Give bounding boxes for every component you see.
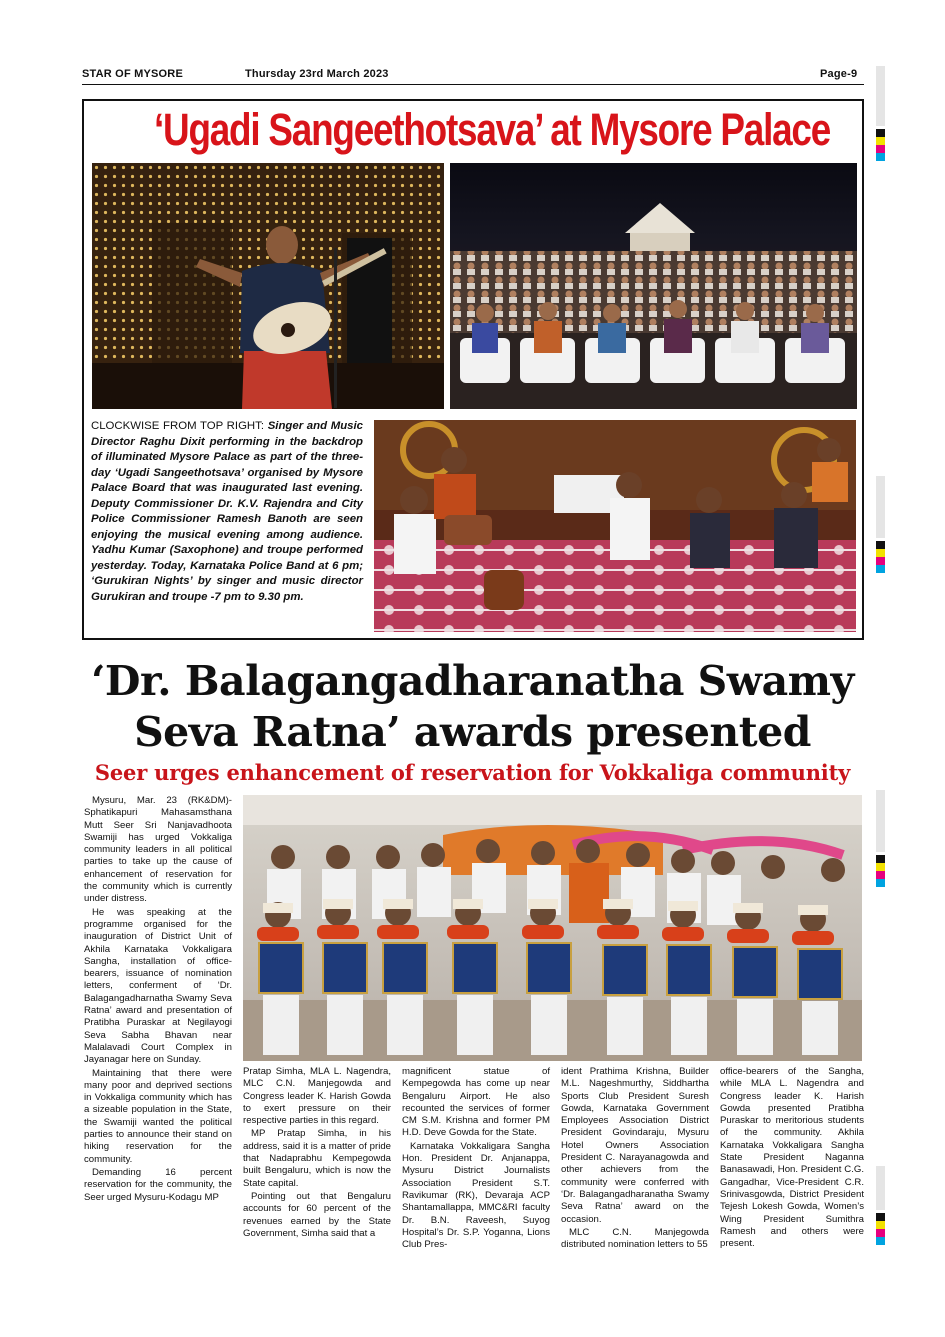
issue-date: Thursday 23rd March 2023: [245, 68, 389, 80]
article-column-3: [402, 1066, 550, 1251]
paragraph: Mysuru, Mar. 23 (RK&DM)- Sphatikapuri Mahasamsthana Mutt Seer Sri Nanjavadhoota Swamiji has urged Vokkaliga community leaders in all political parties to take up the cause of enhancement of reservation for the community which is currently under distress.: [84, 795, 232, 905]
article-headline: [60, 656, 885, 758]
paragraph: Demanding 16 percent reservation for the community, the Seer urged Mysuru-Kodagu MP: [84, 1166, 232, 1203]
paragraph: ident Prathima Krishna, Builder M.L. Nageshmurthy, Siddhartha Sports Club President Suresh Gowda, Karnataka Government Employees Association District President Govindaraju, Mysuru Hotel Owners Association President C. Narayanagowda and other achievers from the community were conferred with ‘Dr. Balagangadharanatha Swamy Seva Ratna’ award on the occasion.: [561, 1066, 709, 1225]
article-headline-line1: ‘Dr. Balagangadharanatha Swamy: [91, 657, 854, 705]
header-rule: [82, 84, 864, 85]
audience-photo: [450, 163, 857, 409]
feature-caption: [91, 419, 363, 605]
registration-marks-middle: [876, 476, 885, 573]
award-ceremony-photo: [243, 795, 862, 1061]
publication-name: STAR OF MYSORE: [82, 68, 183, 80]
paragraph: MP Pratap Simha, in his address, said it is a matter of pride that Nadaprabhu Kempegowda built Bengaluru, which is now the State capital.: [243, 1128, 391, 1189]
registration-marks-top: [876, 66, 885, 161]
article-column-4: [561, 1066, 709, 1251]
paragraph: Pratap Simha, MLA L. Nagendra, MLC C.N. Manjegowda and Congress leader K. Harish Gowda to exert pressure on their respective parties in this regard.: [243, 1066, 391, 1127]
registration-marks-lower: [876, 790, 885, 887]
page-number: Page-9: [820, 68, 858, 80]
paragraph: office-bearers of the Sangha, while MLA L. Nagendra and Congress leader K. Harish Gowda presented Pratibha Puraskar to meritorious students of the community. Akhila Karnataka Vokkaligara Sangha State President Naganna Banasawadi, Hon. President C.G. Gangadhar, Vice-President C.R. Srinivasgowda, District President Tejesh Lokesh Gowda, Women’s Wing President Sumithra Ramesh and others were present.: [720, 1066, 864, 1250]
paragraph: Pointing out that Bengaluru accounts for 60 percent of the revenues earned by the State Government, Simha said that a: [243, 1190, 391, 1239]
registration-marks-bottom: [876, 1166, 885, 1245]
paragraph: He was speaking at the programme organised for the inauguration of District Unit of Akhila Karnataka Vokkaligara Sangha, installation of office-bearers, issuance of nomination letters, conferment of ‘Dr. Balagangadharnatha Swamy Seva Ratna’ award and presentation of Pratibha Puraskar at Negilayogi Seva Sabha Bhavan near Malalavadi Court Complex in Jayanagar here on Sunday.: [84, 906, 232, 1066]
article-column-2: [243, 1066, 391, 1240]
article-headline-line2: Seva Ratna’ awards presented: [134, 708, 811, 756]
caption-body: Singer and Music Director Raghu Dixit performing in the backdrop of illuminated Mysore Palace as part of the three-day ‘Ugadi Sangeethotsava’ organised by Mysore Palace Board that was inaugurated last evening. Deputy Commissioner Dr. K.V. Rajendra and City Police Commissioner Ramesh Banoth are seen enjoying the musical evening among audience. Yadhu Kumar (Saxophone) and troupe performed yesterday. Today, Karnataka Police Band at 6 pm; ‘Gurukiran Nights’ by singer and music director Gurukiran and troupe -7 pm to 9.30 pm.: [91, 420, 363, 603]
article-column-5: [720, 1066, 864, 1250]
caption-lead: CLOCKWISE FROM TOP RIGHT:: [91, 420, 268, 432]
paragraph: Maintaining that there were many poor and deprived sections in Vokkaliga community which has a sizeable population in the State, the Swamiji wanted the political parties to announce their stand on hiking reservation for the community.: [84, 1067, 232, 1165]
paragraph: MLC C.N. Manjegowda distributed nomination letters to 55: [561, 1226, 709, 1251]
paragraph: magnificent statue of Kempegowda has come up near Bengaluru Airport. He also recounted the services of former CM S.M. Krishna and former PM H.D. Deve Gowda for the State.: [402, 1066, 550, 1139]
singer-performance-photo: [92, 163, 444, 409]
paragraph: Karnataka Vokkaligara Sangha Hon. President Dr. Anjanappa, Mysuru District Journalists Association President S.T. Ravikumar (RK), Devaraja ACP Shantamallappa, MMC&RI faculty Dr. B.N. Raveesh, Suyog Hospital’s Dr. S.P. Yoganna, Lions Club Pres-: [402, 1140, 550, 1251]
feature-headline: ‘Ugadi Sangeethotsava’ at Mysore Palace: [154, 104, 831, 155]
article-column-1: [84, 795, 232, 1204]
musicians-photo: [374, 420, 856, 632]
article-subheadline: Seer urges enhancement of reservation for Vokkaliga community: [94, 760, 851, 785]
